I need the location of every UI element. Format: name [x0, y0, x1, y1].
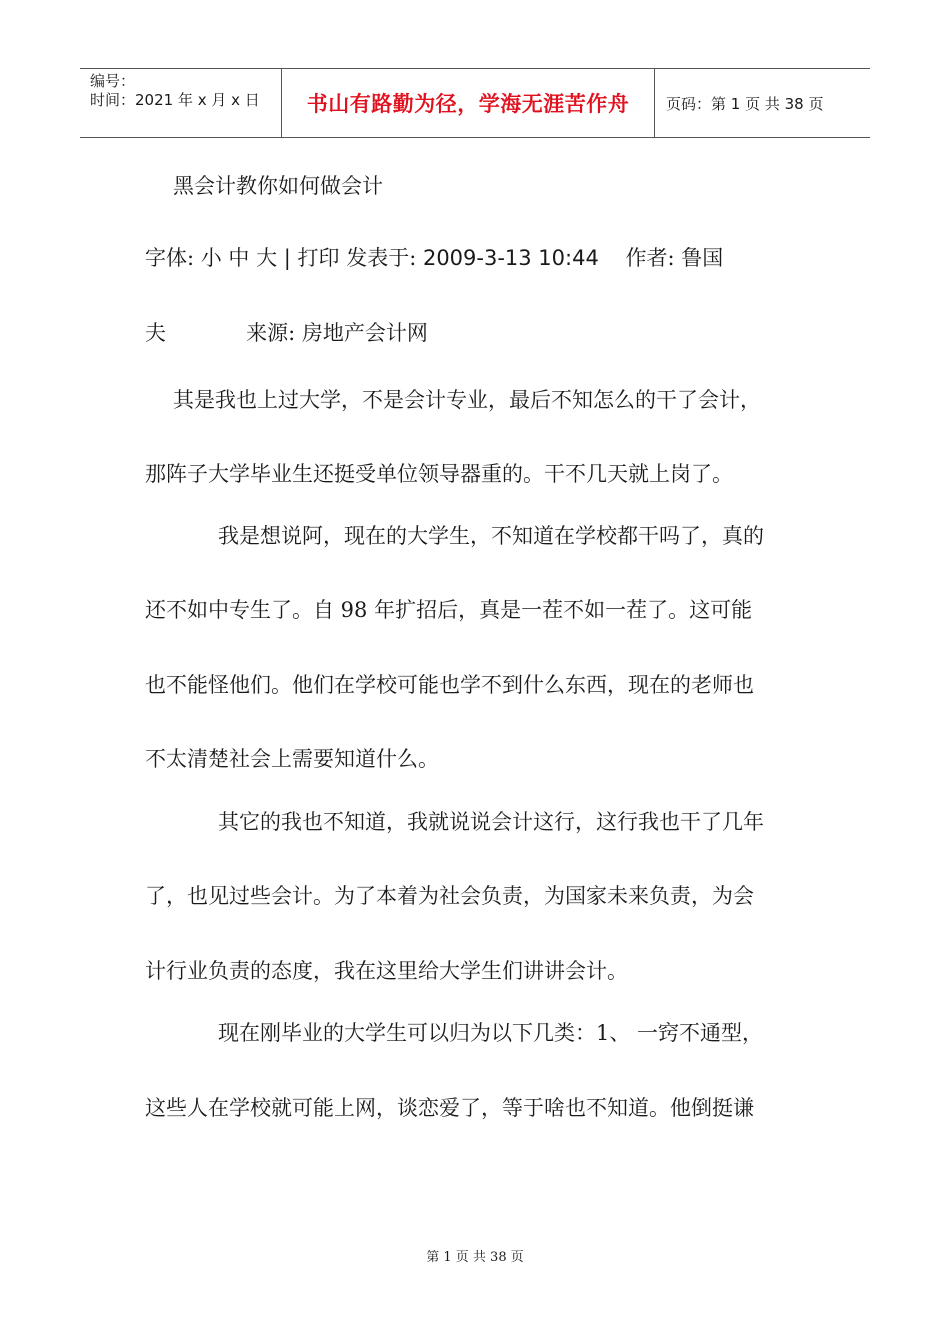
paragraph-line: 其是我也上过大学，不是会计专业，最后不知怎么的干了会计，	[173, 388, 761, 412]
header-motto: 书山有路勤为径，学海无涯苦作舟	[282, 69, 655, 137]
paragraph-line: 这些人在学校就可能上网，谈恋爱了，等于啥也不知道。他倒挺谦	[145, 1096, 754, 1120]
article-title: 黑会计教你如何做会计	[173, 174, 383, 198]
header-page-info: 页码：第 1 页 共 38 页	[666, 94, 824, 113]
paragraph-line: 现在刚毕业的大学生可以归为以下几类：1、 一窍不通型，	[218, 1021, 764, 1045]
header-meta-cell	[80, 69, 282, 137]
meta-date: 2009-3-13 10:44	[422, 246, 599, 270]
number-label: 编号：	[90, 72, 136, 90]
article-meta-line-1	[145, 244, 723, 272]
paragraph-line: 了，也见过些会计。为了本着为社会负责，为国家未来负责，为会	[145, 884, 754, 908]
meta-prefix: 字体: 小 中 大 | 打印 发表于:	[145, 246, 423, 270]
paragraph-line: 我是想说阿，现在的大学生，不知道在学校都干吗了，真的	[218, 524, 764, 548]
paragraph-line: 也不能怪他们。他们在学校可能也学不到什么东西，现在的老师也	[145, 673, 754, 697]
time-label: 时间：2021 年 x 月 x 日	[90, 91, 260, 109]
paragraph-line: 其它的我也不知道，我就说说会计这行，这行我也干了几年	[218, 810, 764, 834]
meta-author: 作者: 鲁国	[598, 246, 724, 270]
paragraph-line: 不太清楚社会上需要知道什么。	[145, 747, 439, 771]
document-header	[80, 68, 870, 138]
paragraph-line: 还不如中专生了。自 98 年扩招后，真是一茬不如一茬了。这可能	[145, 598, 753, 622]
page-footer: 第 1 页 共 38 页	[426, 1250, 524, 1265]
paragraph-line: 计行业负责的态度，我在这里给大学生们讲讲会计。	[145, 959, 628, 983]
paragraph-line: 那阵子大学毕业生还挺受单位领导器重的。干不几天就上岗了。	[145, 462, 733, 486]
article-meta-line-2: 夫 来源: 房地产会计网	[145, 321, 428, 345]
